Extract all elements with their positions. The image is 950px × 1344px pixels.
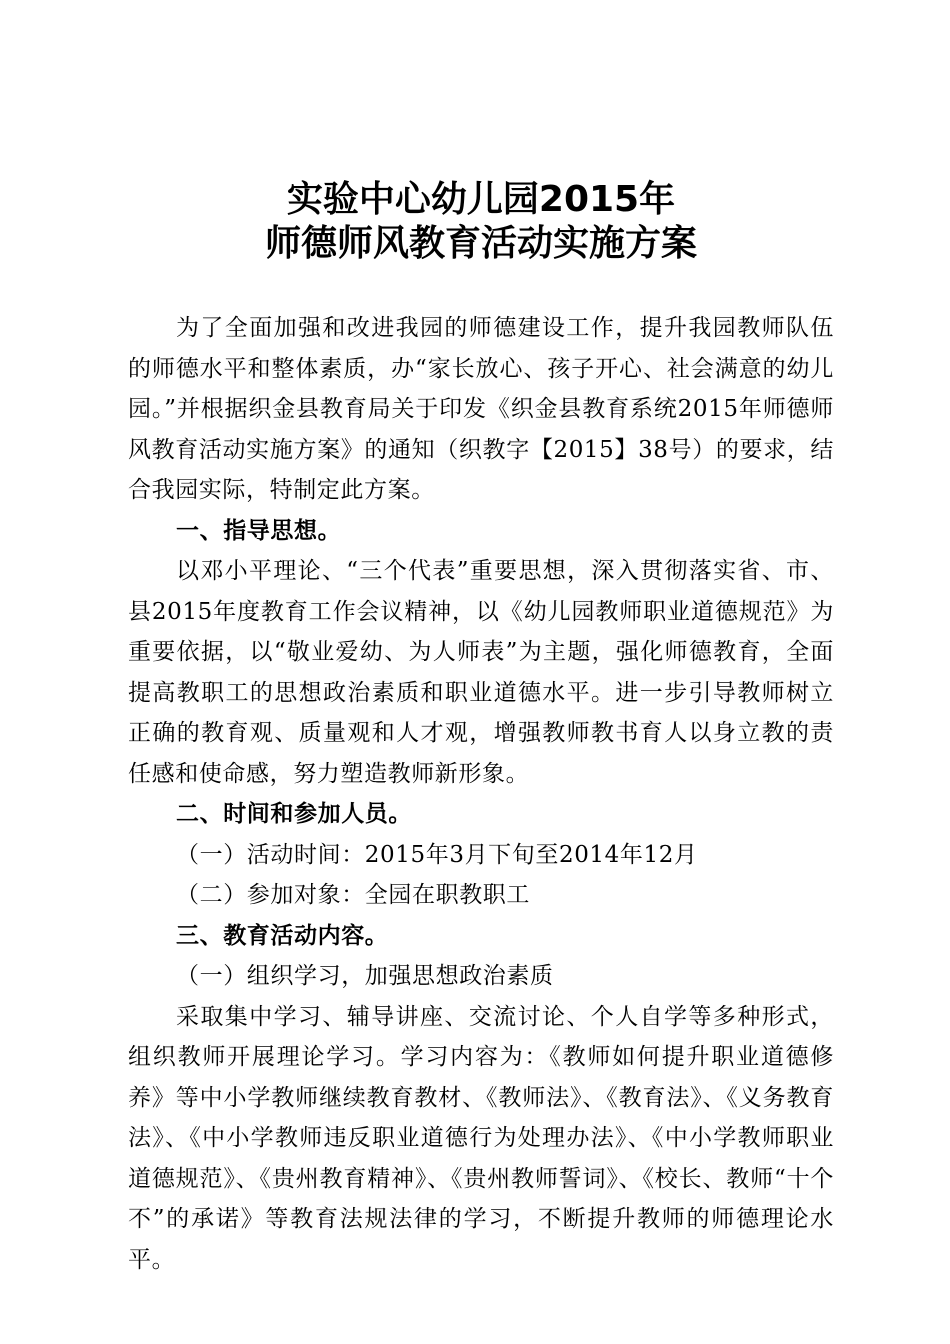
intro-paragraph: 为了全面加强和改进我园的师德建设工作，提升我园教师队伍的师德水平和整体素质，办“家长放心、孩子开心、社会满意的幼儿园。”并根据织金县教育局关于印发《织金县教育系统2015年师德师风教育活动实施方案》的通知（织教字【2015】38号）的要求，结合我园实际，特制定此方案。 — [128, 315, 834, 503]
section-heading-time-participants: 二、时间和参加人员。 — [176, 801, 412, 827]
activity-time-item: （一）活动时间：2015年3月下旬至2014年12月 — [176, 841, 698, 868]
participants-item: （二）参加对象：全园在职教职工 — [176, 882, 530, 908]
section-heading-activity-content: 三、教育活动内容。 — [176, 922, 389, 949]
document-title-line2: 师德师风教育活动实施方案 — [264, 223, 697, 264]
subsection-heading-study: （一）组织学习，加强思想政治素质 — [176, 963, 554, 989]
guiding-ideology-paragraph: 以邓小平理论、“三个代表”重要思想，深入贯彻落实省、市、县2015年度教育工作会议精神，以《幼儿园教师职业道德规范》为重要依据，以“敬业爱幼、为人师表”为主题，强化师德教育，全面提高教职工的思想政治素质和职业道德水平。进一步引导教师树立正确的教育观、质量观和人才观，增强教师教书育人以身立教的责任感和使命感，努力塑造教师新形象。 — [128, 558, 834, 787]
study-content-paragraph: 采取集中学习、辅导讲座、交流讨论、个人自学等多种形式，组织教师开展理论学习。学习内容为：《教师如何提升职业道德修养》等中小学教师继续教育教材、《教师法》、《教育法》、《义务教育法》、《中小学教师违反职业道德行为处理办法》、《中小学教师职业道德规范》、《贵州教育精神》、《贵州教师誓词》、《校长、教师“十个不”的承诺》等教育法规法律的学习，不断提升教师的师德理论水平。 — [128, 1003, 834, 1273]
document-body — [128, 308, 834, 1280]
section-heading-guiding-ideology: 一、指导思想。 — [176, 517, 342, 544]
document-title-line1: 实验中心幼儿园2015年 — [286, 179, 676, 220]
